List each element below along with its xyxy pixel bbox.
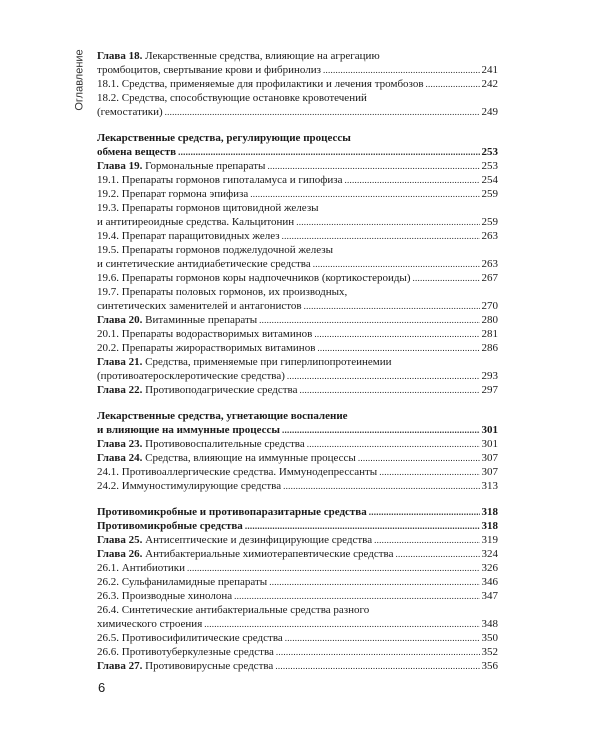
toc-subentry <box>97 341 498 355</box>
dot-leader <box>299 383 479 397</box>
toc-entry-title <box>97 229 280 243</box>
toc-section-heading <box>97 131 498 145</box>
toc-page-number: 307 <box>481 466 498 478</box>
toc-entry-text: Противовоспалительные средства <box>145 438 305 450</box>
toc-chapter-entry <box>97 437 498 451</box>
toc-page-number: 253 <box>481 160 498 172</box>
toc-entry-title <box>97 91 367 105</box>
toc-entry-title <box>97 409 348 423</box>
dot-leader <box>187 561 479 575</box>
toc-entry-text: Средства, применяемые при гиперлипопротеинемии <box>145 356 392 368</box>
section-spacer <box>97 493 498 505</box>
toc-entry-text: синтетических заменителей и антагонистов <box>97 300 302 312</box>
toc-entry-text: обмена веществ <box>97 146 177 158</box>
toc-subentry <box>97 645 498 659</box>
toc-entry-title <box>97 383 297 397</box>
dot-leader <box>317 341 479 355</box>
dot-leader <box>379 465 479 479</box>
toc-entry-text: Антисептические и дезинфицирующие средства <box>145 534 373 546</box>
toc-page-number: 241 <box>481 64 498 76</box>
toc-entry-text: Противомикробные и противопаразитарные средства <box>97 506 367 518</box>
toc-entry-title <box>97 519 243 533</box>
toc-entry-title <box>97 327 312 341</box>
toc-chapter-entry <box>97 355 498 369</box>
toc-entry-text: и влияющие на иммунные процессы <box>97 424 280 436</box>
toc-page-number: 318 <box>481 520 498 532</box>
dot-leader <box>369 505 480 519</box>
toc-entry-title <box>97 631 283 645</box>
toc-entry-title <box>97 341 315 355</box>
toc-entry-title <box>97 603 369 617</box>
dot-leader <box>269 575 479 589</box>
toc-page-number: 348 <box>481 618 498 630</box>
toc-entry-text: 19.4. Препарат паращитовидных желез <box>97 230 280 242</box>
toc-chapter-entry <box>97 383 498 397</box>
toc-page-number: 326 <box>481 562 498 574</box>
chapter-number: Глава 24. <box>97 452 143 464</box>
dot-leader <box>344 173 479 187</box>
toc-entry-text: Гормональные препараты <box>145 160 266 172</box>
toc-section-heading <box>97 409 498 423</box>
toc-page-number: 259 <box>481 188 498 200</box>
toc-entry-text: и синтетические антидиабетические средства <box>97 258 311 270</box>
dot-leader <box>374 533 479 547</box>
toc-entry-continuation <box>97 63 498 77</box>
chapter-number: Глава 27. <box>97 660 143 672</box>
toc-subentry <box>97 285 498 299</box>
toc-chapter-entry <box>97 533 498 547</box>
toc-entry-text: Противовирусные средства <box>145 660 274 672</box>
toc-entry-text: 19.1. Препараты гормонов гипоталамуса и гипофиза <box>97 174 343 186</box>
section-spacer <box>97 397 498 409</box>
toc-subentry <box>97 561 498 575</box>
dot-leader <box>250 187 479 201</box>
toc-entry-text: 19.6. Препараты гормонов коры надпочечников (кортикостероиды) <box>97 272 411 284</box>
toc-chapter-entry <box>97 659 498 673</box>
toc-page-number: 293 <box>481 370 498 382</box>
toc-section-heading <box>97 423 498 437</box>
side-running-header-text: Оглавление <box>74 49 87 111</box>
toc-entry-title <box>97 243 333 257</box>
dot-leader <box>282 229 480 243</box>
toc-page-number: 307 <box>481 452 498 464</box>
toc-page-number: 259 <box>481 216 498 228</box>
toc-subentry <box>97 201 498 215</box>
toc-subentry <box>97 187 498 201</box>
toc-page-number: 301 <box>481 438 498 450</box>
toc-entry-text: (гемостатики) <box>97 106 163 118</box>
toc-page-number: 267 <box>481 272 498 284</box>
dot-leader <box>165 105 480 119</box>
toc-entry-text: 26.6. Противотуберкулезные средства <box>97 646 274 658</box>
toc-subentry <box>97 243 498 257</box>
toc-page-number: 254 <box>481 174 498 186</box>
chapter-number: Глава 26. <box>97 548 143 560</box>
toc-page-number: 356 <box>481 660 498 672</box>
toc-page-number: 249 <box>481 106 498 118</box>
toc-entry-title <box>97 299 302 313</box>
toc-chapter-entry <box>97 313 498 327</box>
dot-leader <box>413 271 480 285</box>
toc-entry-text: 26.2. Сульфаниламидные препараты <box>97 576 268 588</box>
toc-entry-title <box>97 561 185 575</box>
toc-subentry <box>97 271 498 285</box>
toc-entry-title <box>97 159 265 173</box>
toc-section-heading <box>97 519 498 533</box>
toc-entry-title <box>97 49 380 63</box>
side-running-header <box>70 50 90 110</box>
toc-subentry <box>97 631 498 645</box>
toc-page-number: 242 <box>481 78 498 90</box>
toc-entry-text: 26.4. Синтетические антибактериальные средства разного <box>97 604 370 616</box>
dot-leader <box>276 645 480 659</box>
dot-leader <box>313 257 480 271</box>
toc-entry-text: 20.2. Препараты жирорастворимых витаминов <box>97 342 316 354</box>
toc-section-heading <box>97 505 498 519</box>
dot-leader <box>296 215 479 229</box>
toc-page-number: 286 <box>481 342 498 354</box>
toc-page-number: 319 <box>481 534 498 546</box>
dot-leader <box>245 519 480 533</box>
toc-entry-title <box>97 437 305 451</box>
toc-chapter-entry <box>97 159 498 173</box>
toc-subentry <box>97 173 498 187</box>
toc-entry-text: Лекарственные средства, угнетающие воспаление <box>97 410 348 422</box>
toc-page-number: 263 <box>481 230 498 242</box>
toc-entry-title <box>97 547 393 561</box>
toc-entry-title <box>97 63 321 77</box>
toc-entry-title <box>97 77 424 91</box>
toc-page-number: 280 <box>481 314 498 326</box>
chapter-number: Глава 20. <box>97 314 143 326</box>
dot-leader <box>426 77 480 91</box>
toc-subentry <box>97 589 498 603</box>
toc-entry-text: Противоподагрические средства <box>145 384 298 396</box>
toc-entry-text: Противомикробные средства <box>97 520 243 532</box>
chapter-number: Глава 23. <box>97 438 143 450</box>
toc-entry-title <box>97 575 267 589</box>
toc-page-number: 313 <box>481 480 498 492</box>
toc-entry-text: 24.1. Противоаллергические средства. Иммунодепрессанты <box>97 466 378 478</box>
toc-entry-text: тромбоцитов, свертывание крови и фибринолиз <box>97 64 321 76</box>
dot-leader <box>314 327 479 341</box>
toc-entry-title <box>97 105 163 119</box>
toc-entry-continuation <box>97 369 498 383</box>
dot-leader <box>285 631 480 645</box>
dot-leader <box>323 63 480 77</box>
toc-page-number: 263 <box>481 258 498 270</box>
toc-chapter-entry <box>97 49 498 63</box>
toc-entry-text: Лекарственные средства, влияющие на агрегацию <box>145 50 380 62</box>
toc-entry-text: 18.2. Средства, способствующие остановке кровотечений <box>97 92 367 104</box>
dot-leader <box>358 451 480 465</box>
toc-subentry <box>97 479 498 493</box>
toc-subentry <box>97 603 498 617</box>
toc-entry-text: Антибактериальные химиотерапевтические средства <box>145 548 394 560</box>
toc-entry-continuation <box>97 105 498 119</box>
toc-entry-text: 26.5. Противосифилитические средства <box>97 632 283 644</box>
toc-entry-title <box>97 215 294 229</box>
chapter-number: Глава 22. <box>97 384 143 396</box>
toc-entry-text: Средства, влияющие на иммунные процессы <box>145 452 356 464</box>
toc-page-number: 346 <box>481 576 498 588</box>
toc-entry-title <box>97 533 372 547</box>
dot-leader <box>282 423 480 437</box>
section-spacer <box>97 119 498 131</box>
dot-leader <box>178 145 479 159</box>
chapter-number: Глава 19. <box>97 160 143 172</box>
toc-section-heading <box>97 145 498 159</box>
toc-entry-text: 24.2. Иммуностимулирующие средства <box>97 480 282 492</box>
toc-entry-title <box>97 505 367 519</box>
dot-leader <box>275 659 479 673</box>
dot-leader <box>283 479 479 493</box>
toc-entry-text: 19.3. Препараты гормонов щитовидной железы <box>97 202 319 214</box>
chapter-number: Глава 25. <box>97 534 143 546</box>
dot-leader <box>307 437 480 451</box>
dot-leader <box>204 617 479 631</box>
toc-entry-text: (противоатеросклеротические средства) <box>97 370 285 382</box>
toc-entry-title <box>97 355 391 369</box>
toc-entry-title <box>97 285 347 299</box>
toc-page-number: 253 <box>481 146 498 158</box>
toc-entry-title <box>97 271 411 285</box>
toc-entry-text: 20.1. Препараты водорастворимых витаминов <box>97 328 313 340</box>
toc-entry-title <box>97 369 285 383</box>
toc-entry-title <box>97 479 281 493</box>
toc-entry-title <box>97 617 202 631</box>
toc-entry-continuation <box>97 617 498 631</box>
toc-entry-text: 19.2. Препарат гормона эпифиза <box>97 188 249 200</box>
toc-entry-text: Витаминные препараты <box>145 314 258 326</box>
toc-entry-title <box>97 131 351 145</box>
toc-subentry <box>97 229 498 243</box>
toc-subentry <box>97 327 498 341</box>
toc-entry-title <box>97 659 273 673</box>
dot-leader <box>234 589 479 603</box>
dot-leader <box>304 299 480 313</box>
toc-entry-title <box>97 257 311 271</box>
toc-subentry <box>97 465 498 479</box>
toc-entry-text: химического строения <box>97 618 203 630</box>
toc-entry-text: 26.1. Антибиотики <box>97 562 186 574</box>
chapter-number: Глава 18. <box>97 50 143 62</box>
toc-entry-title <box>97 313 257 327</box>
toc-entry-continuation <box>97 299 498 313</box>
toc-subentry <box>97 91 498 105</box>
dot-leader <box>259 313 479 327</box>
toc-page-number: 350 <box>481 632 498 644</box>
toc-page-number: 301 <box>481 424 498 436</box>
chapter-number: Глава 21. <box>97 356 143 368</box>
toc-entry-text: и антитиреоидные средства. Кальцитонин <box>97 216 295 228</box>
toc-page-number: 347 <box>481 590 498 602</box>
toc-entry-title <box>97 645 274 659</box>
toc-entry-title <box>97 201 319 215</box>
toc-entry-text: 19.5. Препараты гормонов поджелудочной железы <box>97 244 334 256</box>
toc-entry-text: Лекарственные средства, регулирующие процессы <box>97 132 351 144</box>
toc-subentry <box>97 77 498 91</box>
dot-leader <box>395 547 479 561</box>
toc-entry-title <box>97 173 342 187</box>
toc-entry-continuation <box>97 257 498 271</box>
page-number: 6 <box>98 680 106 695</box>
toc-entry-text: 18.1. Средства, применяемые для профилактики и лечения тромбозов <box>97 78 424 90</box>
toc-chapter-entry <box>97 547 498 561</box>
toc-entry-title <box>97 423 280 437</box>
toc-subentry <box>97 575 498 589</box>
toc-entry-title <box>97 145 176 159</box>
toc-page-number: 270 <box>481 300 498 312</box>
toc-entry-text: 26.3. Производные хинолона <box>97 590 233 602</box>
table-of-contents <box>97 49 498 673</box>
toc-page-number: 318 <box>481 506 498 518</box>
toc-entry-text: 19.7. Препараты половых гормонов, их производных, <box>97 286 348 298</box>
toc-entry-title <box>97 187 248 201</box>
toc-entry-title <box>97 451 356 465</box>
toc-page-number: 297 <box>481 384 498 396</box>
toc-page-number: 352 <box>481 646 498 658</box>
toc-entry-title <box>97 465 377 479</box>
dot-leader <box>267 159 479 173</box>
dot-leader <box>287 369 480 383</box>
toc-page-number: 324 <box>481 548 498 560</box>
toc-page-number: 281 <box>481 328 498 340</box>
toc-entry-continuation <box>97 215 498 229</box>
toc-chapter-entry <box>97 451 498 465</box>
toc-entry-title <box>97 589 232 603</box>
